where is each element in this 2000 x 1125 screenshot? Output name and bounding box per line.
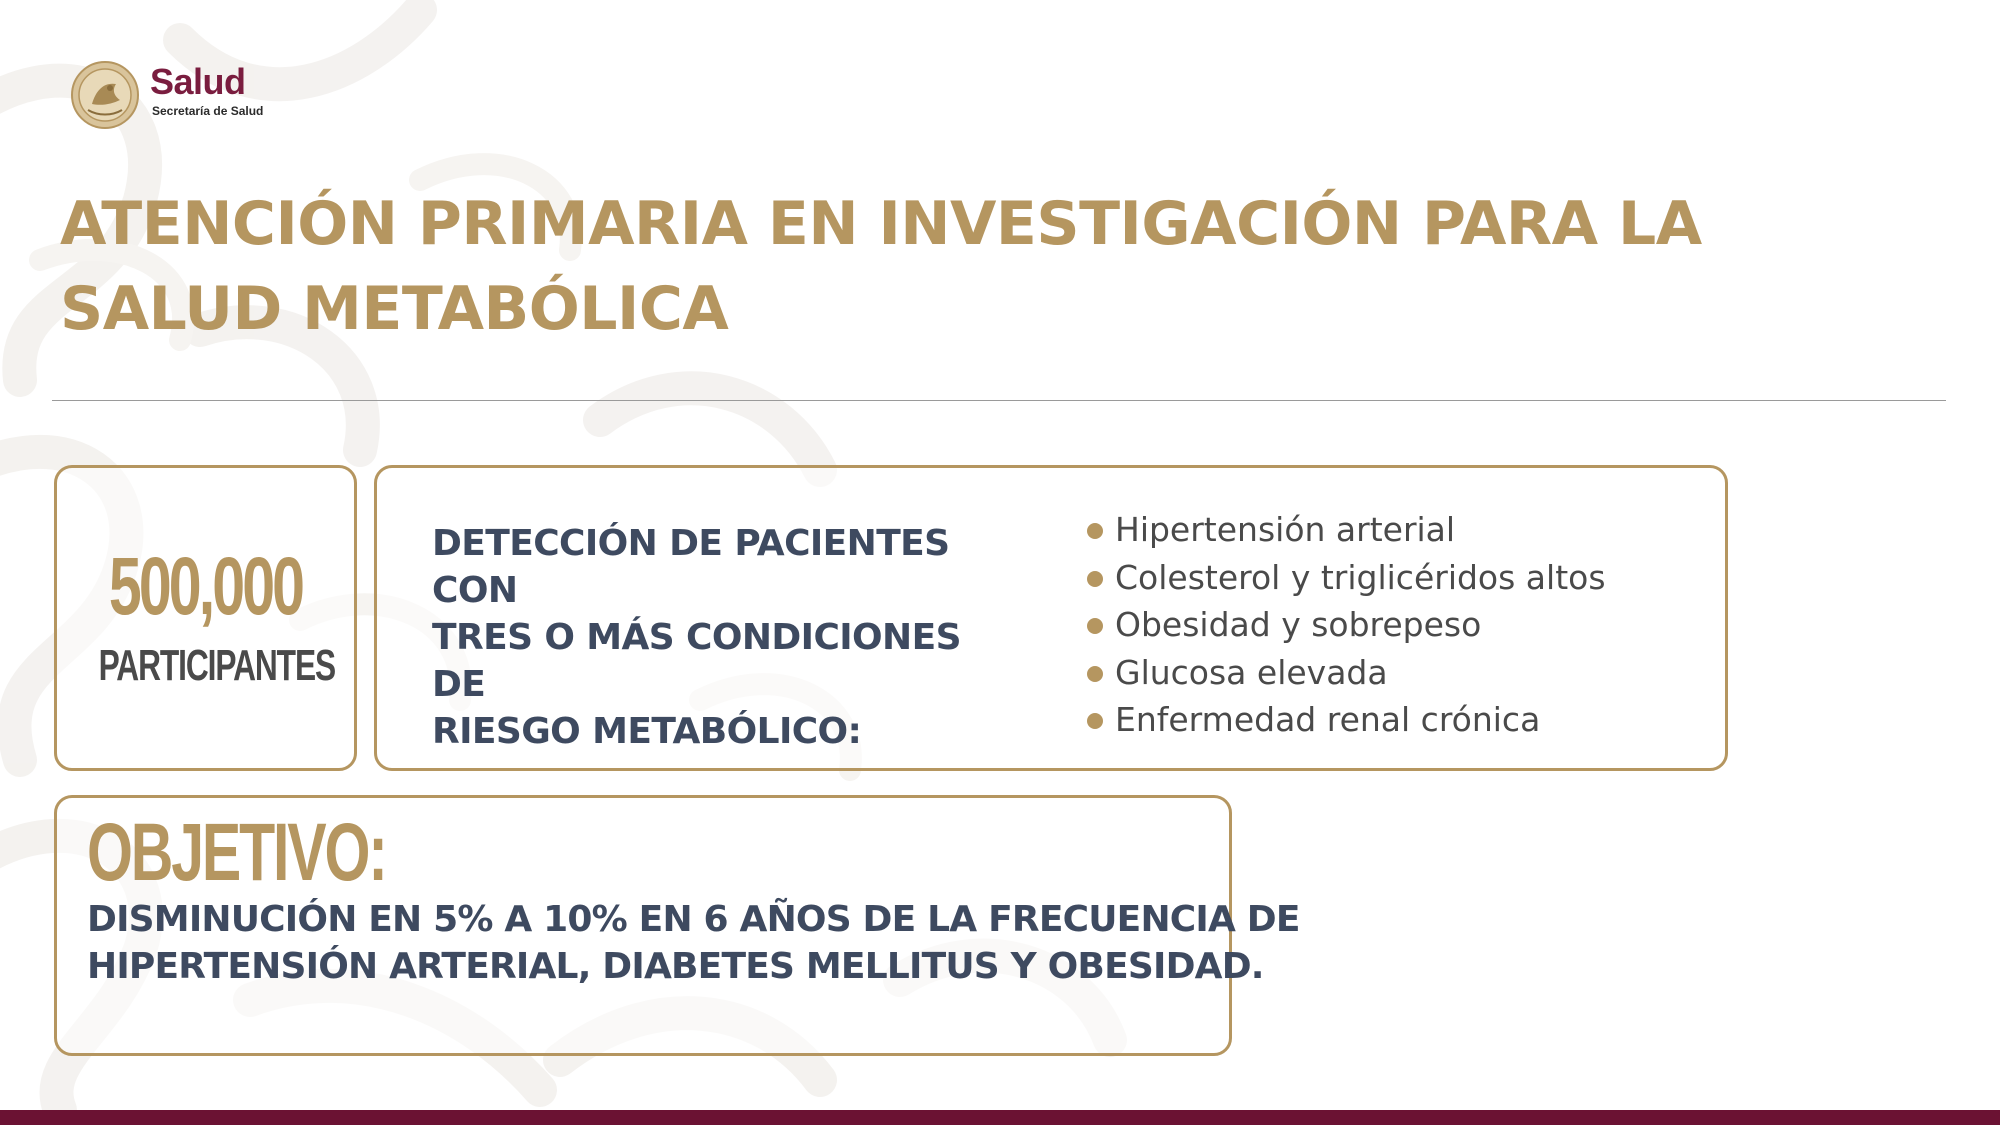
condition-label: Hipertensión arterial [1115,510,1456,549]
bullet-dot-icon [1087,618,1103,634]
condition-label: Glucosa elevada [1115,652,1388,692]
objective-text-line: DISMINUCIÓN EN 5% A 10% EN 6 AÑOS DE LA FRECUENCIA DE [87,899,1300,940]
detection-heading-line: TRES O MÁS CONDICIONES DE [432,617,961,705]
objective-text [87,896,1300,990]
bullet-dot-icon [1087,666,1103,682]
objective-card [54,795,1300,1056]
page-title-line: SALUD METABÓLICA [60,274,729,344]
list-item [1087,601,1606,649]
logo-subtitle: Secretaría de Salud [152,104,264,118]
list-item [1087,506,1606,554]
bullet-dot-icon [1087,523,1103,539]
secretaria-de-salud-logo [70,58,300,138]
objective-text-line: HIPERTENSIÓN ARTERIAL, DIABETES MELLITUS Y OBESIDAD. [87,946,1264,987]
condition-label: Enfermedad renal crónica [1115,700,1541,739]
bullet-dot-icon [1087,571,1103,587]
detection-heading-line: DETECCIÓN DE PACIENTES CON [432,523,950,611]
participants-number: 500,000 [108,541,303,632]
participants-label: PARTICIPANTES [98,641,336,690]
logo-title: Salud [150,61,246,102]
participants-card [54,465,357,771]
objective-heading: OBJETIVO: [87,807,386,898]
list-item [1087,554,1606,602]
detection-card [374,465,1728,771]
page-title [60,182,1760,352]
risk-conditions-list [1087,506,1606,744]
list-item [1087,649,1606,697]
bottom-brand-bar [0,1110,2000,1125]
page-title-line: ATENCIÓN PRIMARIA EN INVESTIGACIÓN PARA LA [60,189,1702,259]
bullet-dot-icon [1087,713,1103,729]
condition-label: Obesidad y sobrepeso [1115,605,1482,644]
list-item [1087,696,1606,744]
title-divider [52,400,1946,401]
detection-heading-line: RIESGO METABÓLICO: [432,711,862,752]
detection-heading [432,520,992,755]
coat-of-arms-seal-icon [70,60,140,130]
condition-label: Colesterol y triglicéridos altos [1115,557,1606,597]
